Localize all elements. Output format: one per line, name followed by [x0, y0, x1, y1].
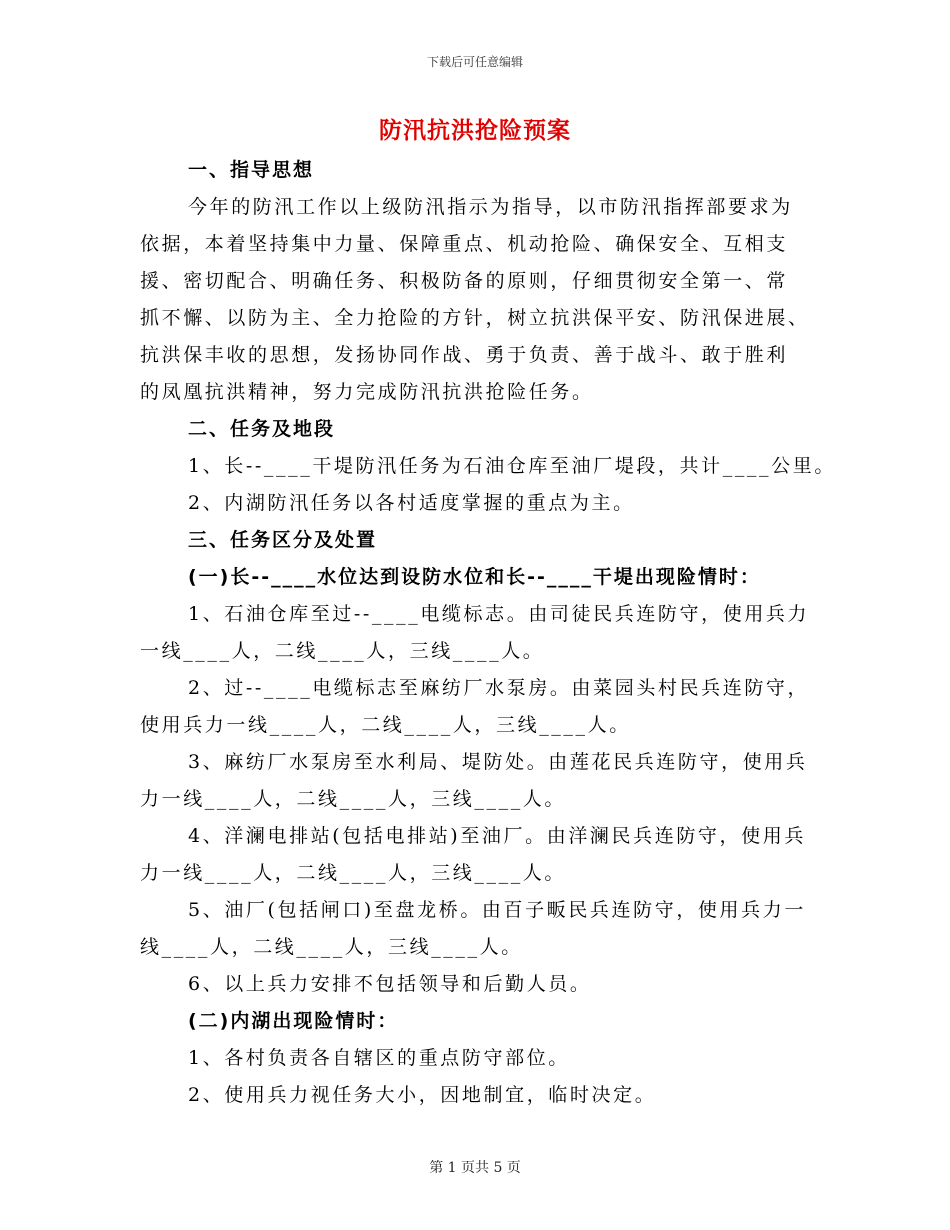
line-1: 今年的防汛工作以上级防汛指示为指导，以市防汛指挥部要求为 [188, 196, 793, 218]
line-5: 抗洪保丰收的思想，发扬协同作战、勇于负责、善于战斗、敢于胜利 [140, 344, 789, 366]
line-12: 1、石油仓库至过--____电缆标志。由司徒民兵连防守，使用兵力 [188, 603, 810, 625]
line-20: 5、油厂(包括闸口)至盘龙桥。由百子畈民兵连防守，使用兵力一 [188, 899, 806, 921]
line-6: 的凤凰抗洪精神，努力完成防汛抗洪抢险任务。 [140, 381, 594, 403]
line-15: 使用兵力一线____人，二线____人，三线____人。 [140, 714, 631, 736]
line-23: (二)内湖出现险情时： [188, 1010, 399, 1032]
line-19: 力一线____人，二线____人，三线____人。 [140, 862, 567, 884]
line-10: 三、任务区分及处置 [188, 529, 378, 551]
line-8: 1、长--____干堤防汛任务为石油仓库至油厂堤段，共计____公里。 [188, 455, 836, 477]
document-title: 防汛抗洪抢险预案 [379, 118, 571, 144]
line-17: 力一线____人，二线____人，三线____人。 [140, 788, 567, 810]
line-18: 4、洋澜电排站(包括电排站)至油厂。由洋澜民兵连防守，使用兵 [188, 825, 806, 847]
line-13: 一线____人，二线____人，三线____人。 [140, 640, 545, 662]
header-note: 下载后可任意编辑 [426, 55, 523, 69]
line-21: 线____人，二线____人，三线____人。 [140, 936, 523, 958]
line-7: 二、任务及地段 [188, 418, 336, 440]
document-body [140, 152, 836, 1114]
page-footer: 第 1 页共 5 页 [429, 1160, 521, 1176]
line-16: 3、麻纺厂水泵房至水利局、堤防处。由莲花民兵连防守，使用兵 [188, 751, 808, 773]
line-9: 2、内湖防汛任务以各村适度掌握的重点为主。 [188, 492, 635, 514]
line-4: 抓不懈、以防为主、全力抢险的方针，树立抗洪保平安、防汛保进展、 [140, 307, 810, 329]
line-25: 2、使用兵力视任务大小，因地制宜，临时决定。 [188, 1084, 657, 1106]
line-11: (一)长--____水位达到设防水位和长--____干堤出现险情时： [188, 566, 761, 588]
line-2: 依据，本着坚持集中力量、保障重点、机动抢险、确保安全、互相支 [140, 233, 789, 255]
line-22: 6、以上兵力安排不包括领导和后勤人员。 [188, 973, 592, 995]
line-14: 2、过--____电缆标志至麻纺厂水泵房。由菜园头村民兵连防守， [188, 677, 810, 699]
line-3: 援、密切配合、明确任务、积极防备的原则，仔细贯彻安全第一、常 [140, 270, 789, 292]
line-0: 一、指导思想 [188, 159, 315, 181]
line-24: 1、各村负责各自辖区的重点防守部位。 [188, 1047, 570, 1069]
